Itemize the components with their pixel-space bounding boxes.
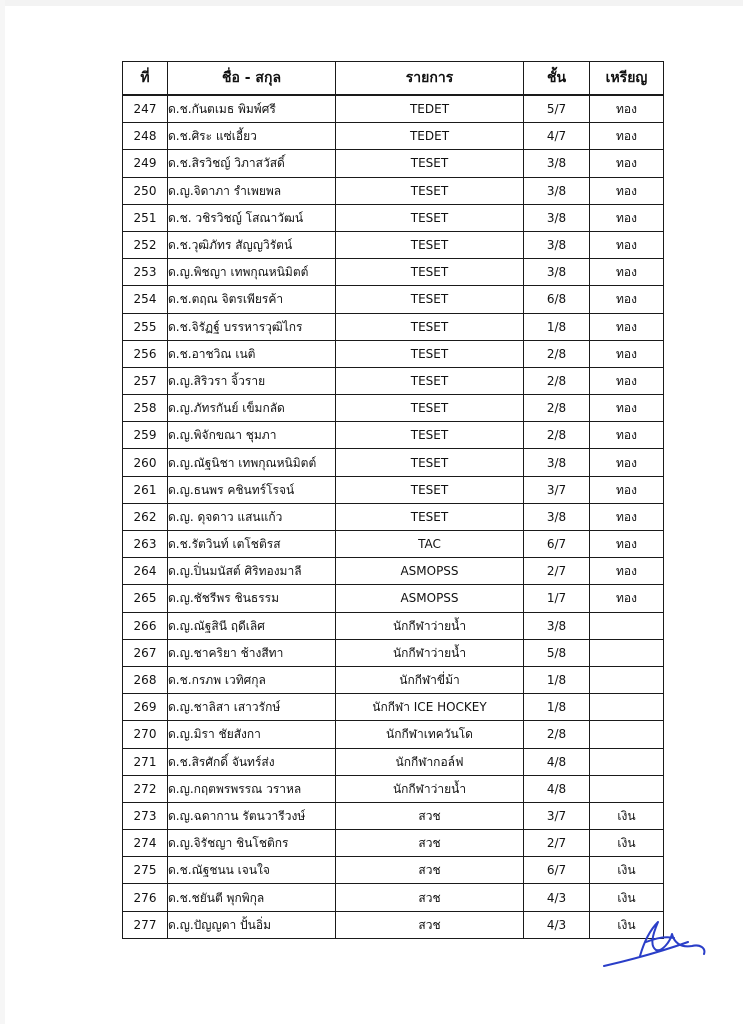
- table-row: [123, 830, 664, 857]
- table-row: [123, 367, 664, 394]
- table-row: [123, 857, 664, 884]
- table-body: [123, 95, 664, 938]
- table-row: [123, 313, 664, 340]
- cell-no: 253: [123, 259, 168, 286]
- cell-no: 270: [123, 721, 168, 748]
- header-item: รายการ: [336, 62, 524, 96]
- cell-medal: เงิน: [590, 857, 664, 884]
- cell-medal: ทอง: [590, 204, 664, 231]
- cell-no: 261: [123, 476, 168, 503]
- cell-no: 250: [123, 177, 168, 204]
- cell-no: 267: [123, 639, 168, 666]
- cell-name: ด.ช.อาชวิณ เนติ: [168, 340, 336, 367]
- cell-class: 3/8: [524, 204, 590, 231]
- table-row: [123, 775, 664, 802]
- cell-class: 6/7: [524, 857, 590, 884]
- cell-item: TESET: [336, 177, 524, 204]
- cell-no: 264: [123, 558, 168, 585]
- cell-item: TESET: [336, 367, 524, 394]
- cell-no: 255: [123, 313, 168, 340]
- cell-class: 4/3: [524, 884, 590, 911]
- table-row: [123, 911, 664, 938]
- cell-class: 2/8: [524, 721, 590, 748]
- cell-name: ด.ญ.จิดาภา รำเพยพล: [168, 177, 336, 204]
- cell-item: TESET: [336, 204, 524, 231]
- cell-no: 249: [123, 150, 168, 177]
- header-row: [123, 62, 664, 96]
- table-row: [123, 721, 664, 748]
- cell-name: ด.ญ.ปิ่นมนัสต์ ศิริทองมาลี: [168, 558, 336, 585]
- cell-no: 256: [123, 340, 168, 367]
- cell-class: 3/8: [524, 612, 590, 639]
- cell-item: นักกีฬากอล์ฟ: [336, 748, 524, 775]
- cell-name: ด.ญ.กฤตพรพรรณ วราหล: [168, 775, 336, 802]
- cell-medal: [590, 612, 664, 639]
- cell-no: 263: [123, 531, 168, 558]
- cell-name: ด.ช.สิรวิชญ์ วิภาสวัสดิ์: [168, 150, 336, 177]
- cell-medal: ทอง: [590, 531, 664, 558]
- cell-class: 2/8: [524, 367, 590, 394]
- cell-class: 2/7: [524, 830, 590, 857]
- cell-item: TESET: [336, 449, 524, 476]
- table-row: [123, 123, 664, 150]
- header-medal: เหรียญ: [590, 62, 664, 96]
- table-row: [123, 422, 664, 449]
- signature-stroke: [604, 922, 704, 966]
- table-row: [123, 558, 664, 585]
- cell-item: TEDET: [336, 95, 524, 123]
- cell-name: ด.ช.สิรศักดิ์ จันทร์ส่ง: [168, 748, 336, 775]
- cell-item: TESET: [336, 422, 524, 449]
- cell-medal: ทอง: [590, 123, 664, 150]
- award-roster-table: [122, 61, 664, 939]
- cell-item: สวช: [336, 884, 524, 911]
- cell-class: 4/3: [524, 911, 590, 938]
- cell-medal: ทอง: [590, 150, 664, 177]
- cell-item: นักกีฬาว่ายน้ำ: [336, 639, 524, 666]
- table-row: [123, 476, 664, 503]
- cell-name: ด.ช.กันตเมธ พิมพ์ศรี: [168, 95, 336, 123]
- table-row: [123, 95, 664, 123]
- table-row: [123, 748, 664, 775]
- cell-name: ด.ญ. ดุจดาว แสนแก้ว: [168, 503, 336, 530]
- scan-edge: [0, 0, 5, 1024]
- cell-name: ด.ญ.ณัฐสินี ฤดีเลิศ: [168, 612, 336, 639]
- cell-name: ด.ช.วุฒิภัทร สัญญวิรัตน์: [168, 231, 336, 258]
- cell-medal: ทอง: [590, 259, 664, 286]
- cell-class: 5/8: [524, 639, 590, 666]
- cell-medal: ทอง: [590, 503, 664, 530]
- cell-medal: ทอง: [590, 313, 664, 340]
- cell-class: 3/8: [524, 150, 590, 177]
- cell-medal: เงิน: [590, 830, 664, 857]
- table-row: [123, 449, 664, 476]
- table-row: [123, 531, 664, 558]
- cell-name: ด.ช.ชยันตี พุกพิกุล: [168, 884, 336, 911]
- cell-class: 3/8: [524, 503, 590, 530]
- table-row: [123, 666, 664, 693]
- cell-class: 2/8: [524, 422, 590, 449]
- cell-no: 254: [123, 286, 168, 313]
- cell-item: TESET: [336, 476, 524, 503]
- cell-class: 4/8: [524, 775, 590, 802]
- table-row: [123, 639, 664, 666]
- table-row: [123, 340, 664, 367]
- cell-no: 271: [123, 748, 168, 775]
- table-row: [123, 150, 664, 177]
- cell-class: 3/7: [524, 476, 590, 503]
- cell-medal: [590, 666, 664, 693]
- table-row: [123, 612, 664, 639]
- cell-medal: ทอง: [590, 340, 664, 367]
- cell-class: 3/8: [524, 177, 590, 204]
- header-class: ชั้น: [524, 62, 590, 96]
- cell-class: 4/7: [524, 123, 590, 150]
- cell-no: 274: [123, 830, 168, 857]
- cell-medal: ทอง: [590, 585, 664, 612]
- cell-item: TESET: [336, 150, 524, 177]
- cell-class: 3/8: [524, 259, 590, 286]
- cell-medal: [590, 775, 664, 802]
- cell-item: TESET: [336, 231, 524, 258]
- cell-item: ASMOPSS: [336, 585, 524, 612]
- cell-class: 5/7: [524, 95, 590, 123]
- cell-no: 247: [123, 95, 168, 123]
- cell-medal: ทอง: [590, 449, 664, 476]
- cell-item: TESET: [336, 313, 524, 340]
- cell-name: ด.ญ.ฉดากาน รัตนวารีวงษ์: [168, 802, 336, 829]
- cell-item: TESET: [336, 340, 524, 367]
- table-row: [123, 802, 664, 829]
- cell-no: 252: [123, 231, 168, 258]
- signature-image: [600, 912, 710, 972]
- cell-medal: [590, 639, 664, 666]
- table-row: [123, 585, 664, 612]
- cell-no: 276: [123, 884, 168, 911]
- cell-class: 3/7: [524, 802, 590, 829]
- cell-name: ด.ญ.ชาลิสา เสาวรักษ์: [168, 694, 336, 721]
- cell-name: ด.ญ.มิรา ชัยสังกา: [168, 721, 336, 748]
- cell-name: ด.ญ.ชัชรีพร ชินธรรม: [168, 585, 336, 612]
- cell-class: 4/8: [524, 748, 590, 775]
- cell-item: TEDET: [336, 123, 524, 150]
- cell-name: ด.ญ.พิชญา เทพกุณหนิมิตต์: [168, 259, 336, 286]
- cell-no: 277: [123, 911, 168, 938]
- table-row: [123, 503, 664, 530]
- cell-no: 257: [123, 367, 168, 394]
- cell-no: 259: [123, 422, 168, 449]
- cell-medal: [590, 748, 664, 775]
- cell-name: ด.ญ.จิรัชญา ชินโชติกร: [168, 830, 336, 857]
- cell-class: 1/7: [524, 585, 590, 612]
- cell-item: TESET: [336, 286, 524, 313]
- cell-item: TESET: [336, 259, 524, 286]
- table-row: [123, 395, 664, 422]
- header-name: ชื่อ - สกุล: [168, 62, 336, 96]
- cell-medal: [590, 694, 664, 721]
- cell-class: 1/8: [524, 694, 590, 721]
- cell-class: 2/7: [524, 558, 590, 585]
- cell-class: 3/8: [524, 231, 590, 258]
- cell-item: TESET: [336, 503, 524, 530]
- cell-item: TESET: [336, 395, 524, 422]
- table-row: [123, 694, 664, 721]
- cell-class: 6/7: [524, 531, 590, 558]
- cell-item: สวช: [336, 911, 524, 938]
- cell-class: 2/8: [524, 340, 590, 367]
- cell-medal: ทอง: [590, 95, 664, 123]
- cell-item: สวช: [336, 802, 524, 829]
- cell-item: ASMOPSS: [336, 558, 524, 585]
- cell-medal: เงิน: [590, 884, 664, 911]
- cell-class: 2/8: [524, 395, 590, 422]
- cell-medal: ทอง: [590, 177, 664, 204]
- cell-medal: เงิน: [590, 911, 664, 938]
- table-row: [123, 177, 664, 204]
- cell-item: นักกีฬาว่ายน้ำ: [336, 775, 524, 802]
- cell-no: 268: [123, 666, 168, 693]
- cell-no: 248: [123, 123, 168, 150]
- cell-medal: ทอง: [590, 476, 664, 503]
- table-row: [123, 231, 664, 258]
- cell-class: 3/8: [524, 449, 590, 476]
- cell-class: 1/8: [524, 313, 590, 340]
- cell-no: 269: [123, 694, 168, 721]
- cell-medal: ทอง: [590, 558, 664, 585]
- cell-no: 251: [123, 204, 168, 231]
- cell-name: ด.ญ.ปัญญดา ปั้นอิ่ม: [168, 911, 336, 938]
- cell-medal: เงิน: [590, 802, 664, 829]
- scan-edge: [0, 0, 743, 6]
- cell-item: นักกีฬาขี่ม้า: [336, 666, 524, 693]
- cell-name: ด.ญ.ชาคริยา ช้างสีทา: [168, 639, 336, 666]
- cell-medal: ทอง: [590, 286, 664, 313]
- cell-class: 1/8: [524, 666, 590, 693]
- cell-medal: ทอง: [590, 395, 664, 422]
- cell-name: ด.ญ.สิริวรา จิ้วราย: [168, 367, 336, 394]
- cell-medal: ทอง: [590, 367, 664, 394]
- cell-no: 258: [123, 395, 168, 422]
- header-no: ที่: [123, 62, 168, 96]
- cell-class: 6/8: [524, 286, 590, 313]
- cell-name: ด.ช. วชิรวิชญ์ โสณาวัฒน์: [168, 204, 336, 231]
- cell-medal: ทอง: [590, 422, 664, 449]
- table-row: [123, 259, 664, 286]
- table-row: [123, 884, 664, 911]
- cell-name: ด.ช.ศิระ แซ่เอี้ยว: [168, 123, 336, 150]
- cell-name: ด.ช.รัตวินท์ เตโชติรส: [168, 531, 336, 558]
- cell-item: สวช: [336, 830, 524, 857]
- cell-medal: ทอง: [590, 231, 664, 258]
- cell-item: นักกีฬาเทควันโด: [336, 721, 524, 748]
- cell-name: ด.ญ.พิจักขณา ชุมภา: [168, 422, 336, 449]
- cell-item: TAC: [336, 531, 524, 558]
- cell-no: 260: [123, 449, 168, 476]
- cell-name: ด.ญ.ภัทรกันย์ เข็มกลัด: [168, 395, 336, 422]
- table-row: [123, 204, 664, 231]
- cell-no: 275: [123, 857, 168, 884]
- cell-item: นักกีฬา ICE HOCKEY: [336, 694, 524, 721]
- cell-no: 273: [123, 802, 168, 829]
- cell-name: ด.ช.จิรัฏฐ์ บรรหารวุฒิไกร: [168, 313, 336, 340]
- cell-item: นักกีฬาว่ายน้ำ: [336, 612, 524, 639]
- cell-medal: [590, 721, 664, 748]
- cell-item: สวช: [336, 857, 524, 884]
- cell-no: 266: [123, 612, 168, 639]
- cell-name: ด.ช.กรภพ เวทิศกุล: [168, 666, 336, 693]
- cell-no: 272: [123, 775, 168, 802]
- cell-name: ด.ญ.ณัฐนิชา เทพกุณหนิมิตต์: [168, 449, 336, 476]
- cell-name: ด.ช.ณัฐชนน เจนใจ: [168, 857, 336, 884]
- table-row: [123, 286, 664, 313]
- cell-no: 262: [123, 503, 168, 530]
- cell-no: 265: [123, 585, 168, 612]
- cell-name: ด.ญ.ธนพร คชินทร์โรจน์: [168, 476, 336, 503]
- cell-name: ด.ช.ตฤณ จิตรเพียรค้า: [168, 286, 336, 313]
